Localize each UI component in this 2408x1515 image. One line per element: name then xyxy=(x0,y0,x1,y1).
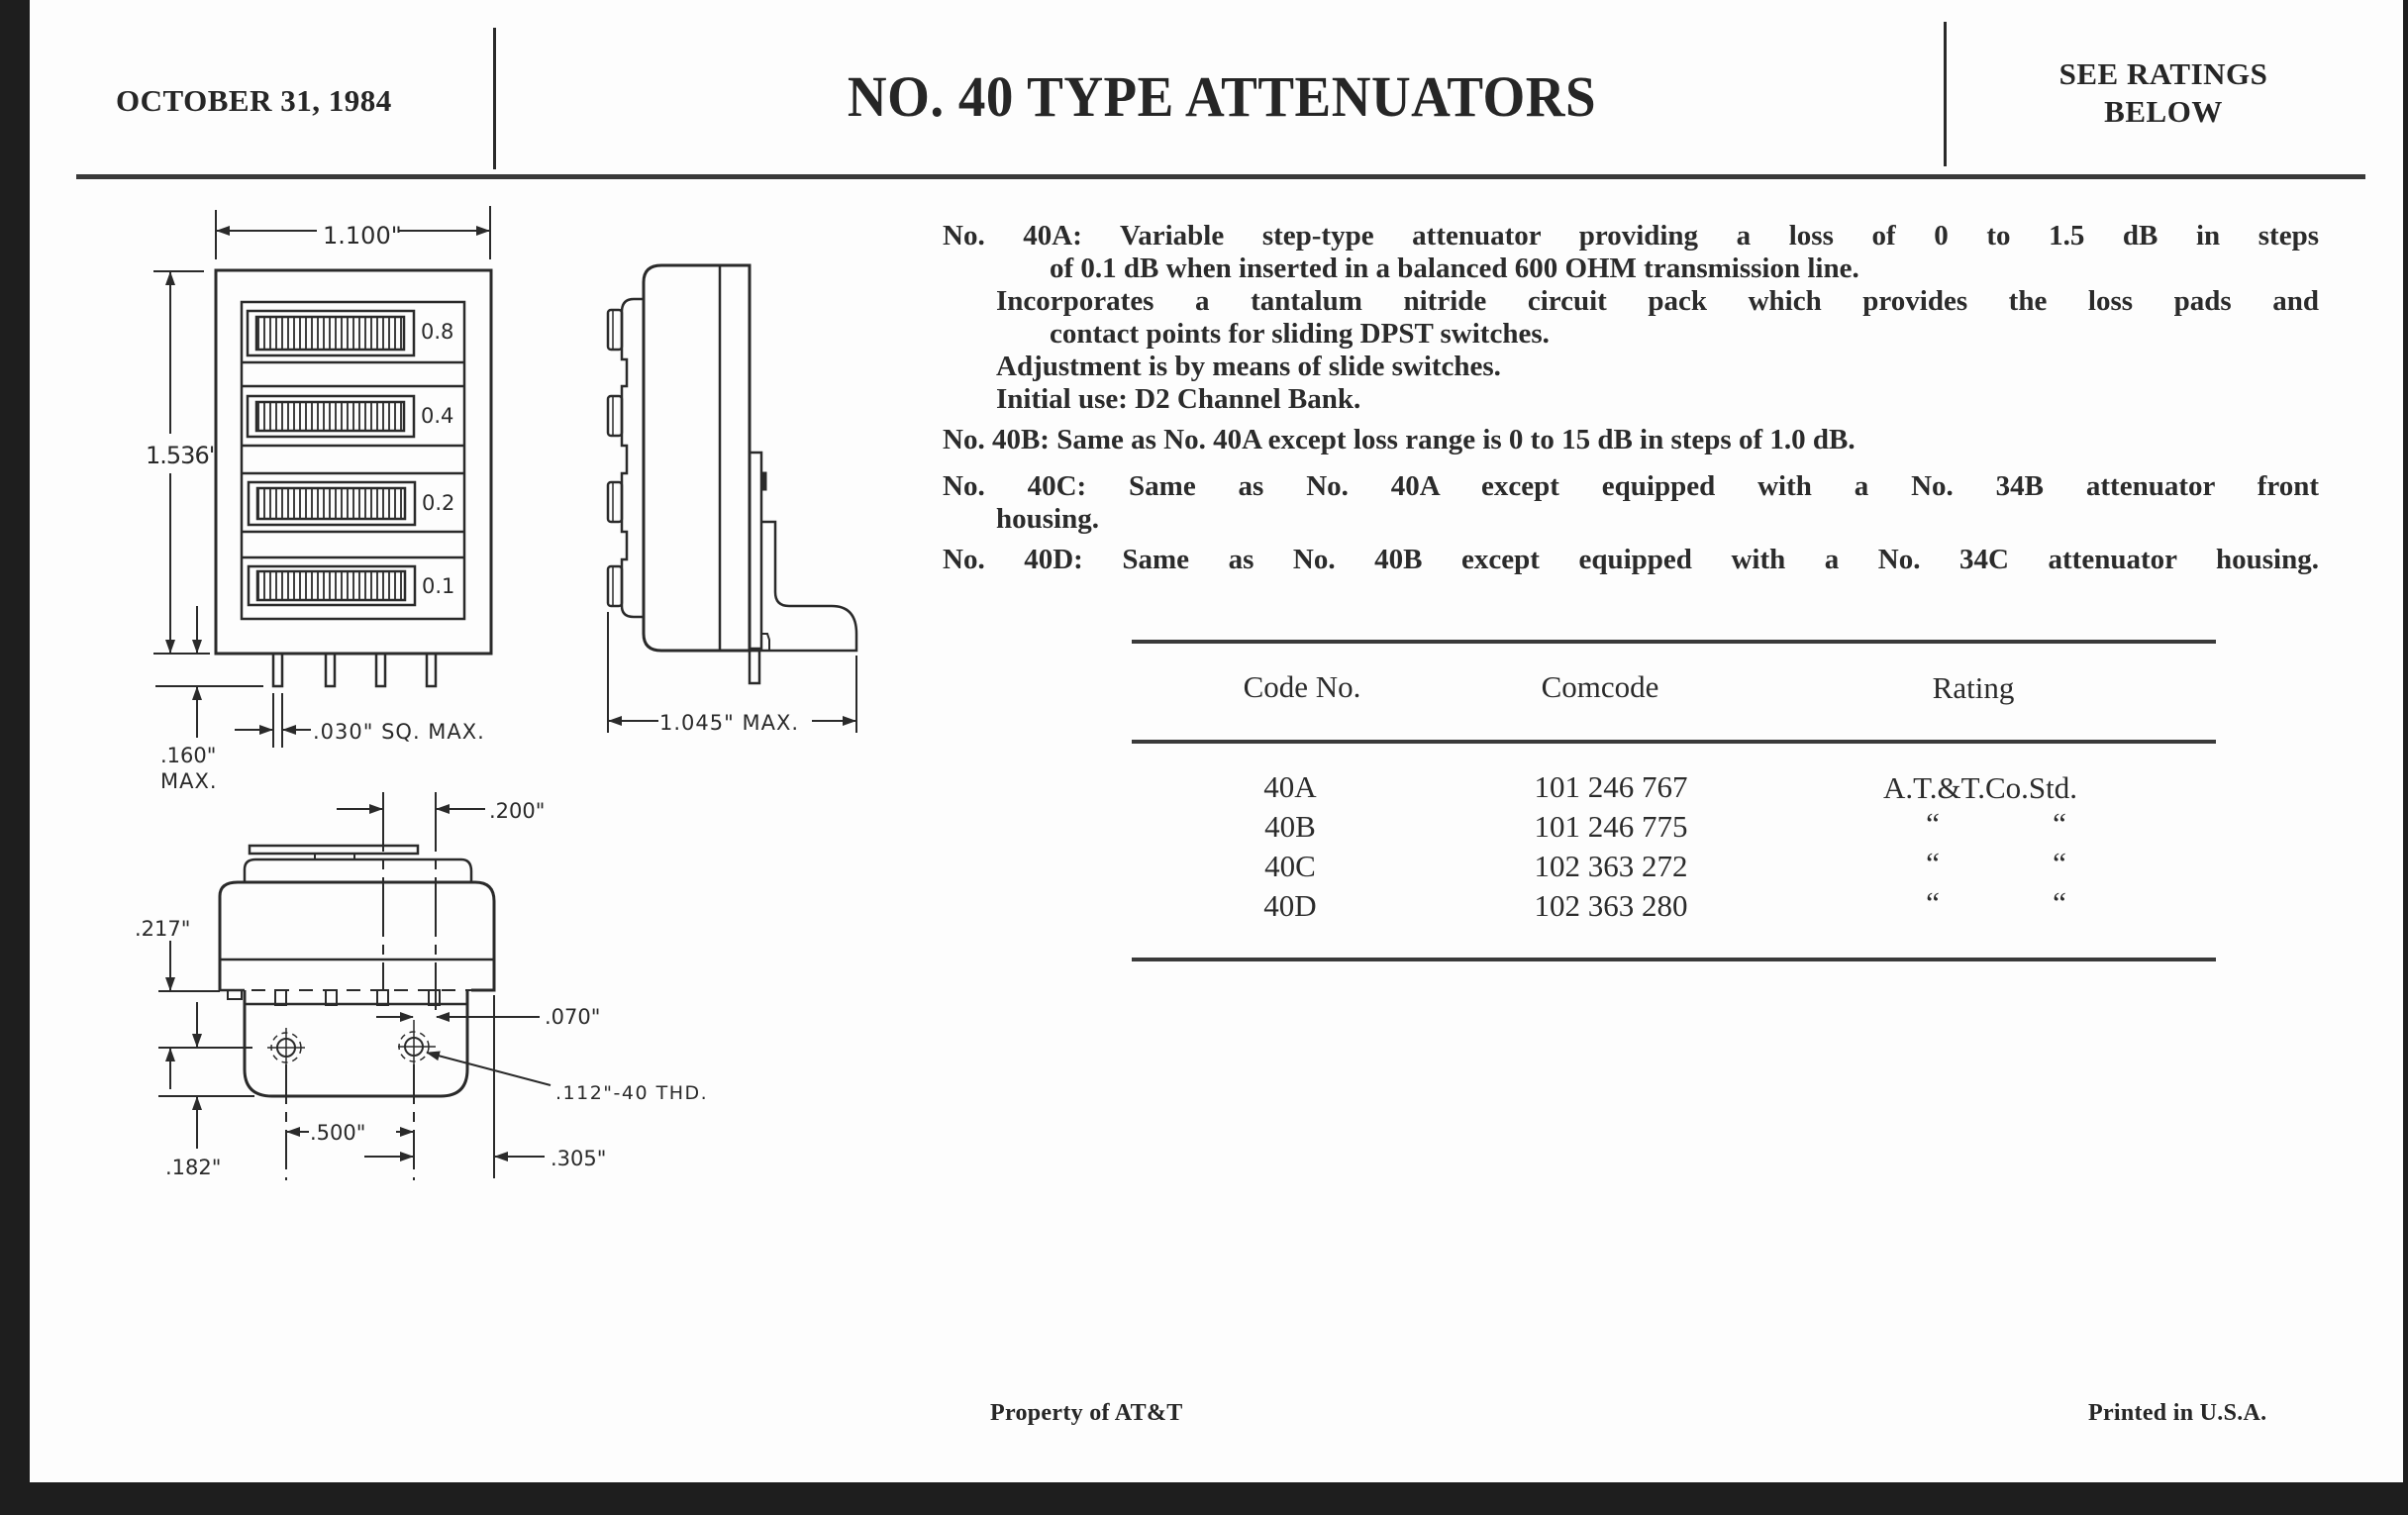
desc-40a-line2: of 0.1 dB when inserted in a balanced 600 OHM transmission line. xyxy=(1050,252,1859,284)
ditto-mark: “ xyxy=(1926,806,1940,841)
dim-217-label: .217" xyxy=(135,917,191,941)
slide-switch xyxy=(249,482,415,525)
ditto-mark: “ xyxy=(2053,885,2066,920)
ditto-mark: “ xyxy=(1926,846,1940,880)
front-width-label: 1.100" xyxy=(323,222,402,250)
desc-40d: No. 40D: Same as No. 40B except equipped with a No. 34C attenuator housing. xyxy=(943,544,2319,575)
code-cell: 40D xyxy=(1263,888,1317,923)
comcode-cell: 101 246 767 xyxy=(1534,769,1688,804)
side-knob xyxy=(608,482,622,522)
dim-thread-label: .112"-40 THD. xyxy=(555,1082,709,1104)
side-knob xyxy=(608,310,622,350)
pin xyxy=(376,654,385,686)
ditto-mark: “ xyxy=(1926,885,1940,920)
code-cell: 40A xyxy=(1263,769,1317,804)
code-cell: 40C xyxy=(1264,849,1316,883)
comcode-cell: 101 246 775 xyxy=(1534,809,1688,844)
switch-value-label: 0.1 xyxy=(422,574,455,598)
printed-notice: Printed in U.S.A. xyxy=(2088,1400,2267,1426)
issue-date: OCTOBER 31, 1984 xyxy=(116,83,392,118)
slide-switch xyxy=(248,396,414,437)
desc-40a-line1: No. 40A: Variable step-type attenuator providing a loss of 0 to 1.5 dB in steps xyxy=(943,220,2319,252)
slide-switch xyxy=(249,566,415,605)
pin xyxy=(273,654,282,686)
dim-182-label: .182" xyxy=(165,1156,222,1179)
pin xyxy=(326,654,335,686)
threaded-hole xyxy=(398,1020,436,1066)
side-knob xyxy=(608,396,622,436)
front-view xyxy=(153,206,491,748)
pin-size-label: .030" SQ. MAX. xyxy=(313,720,485,744)
side-view xyxy=(608,265,856,733)
switch-value-label: 0.2 xyxy=(422,491,455,515)
property-notice: Property of AT&T xyxy=(990,1400,1183,1426)
comcode-cell: 102 363 272 xyxy=(1534,849,1688,883)
desc-40a-line3: Incorporates a tantalum nitride circuit pack which provides the loss pads and xyxy=(996,285,2319,317)
ratings-note-line2: BELOW xyxy=(2104,94,2223,129)
code-cell: 40B xyxy=(1264,809,1316,844)
dim-200-label: .200" xyxy=(489,799,546,823)
desc-40b: No. 40B: Same as No. 40A except loss range is 0 to 15 dB in steps of 1.0 dB. xyxy=(943,424,1856,455)
dim-070-label: .070" xyxy=(545,1005,601,1029)
column-header-comcode: Comcode xyxy=(1541,669,1659,704)
dim-500-label: .500" xyxy=(310,1121,366,1145)
switch-value-label: 0.8 xyxy=(421,320,454,344)
ratings-note-line1: SEE RATINGS xyxy=(2058,56,2268,91)
slide-switch xyxy=(248,311,414,355)
pin-length-label: .160" xyxy=(160,744,217,767)
side-pin xyxy=(750,651,759,683)
desc-40c-line2: housing. xyxy=(996,503,1099,535)
ditto-mark: “ xyxy=(2053,806,2066,841)
side-knob xyxy=(608,566,622,606)
column-header-rating: Rating xyxy=(1932,670,2015,705)
side-depth-label: 1.045" MAX. xyxy=(659,711,799,735)
dim-305-label: .305" xyxy=(551,1147,607,1170)
front-height-label: 1.536" xyxy=(146,442,219,469)
desc-40c-line1: No. 40C: Same as No. 40A except equipped with a No. 34B attenuator front xyxy=(943,470,2319,502)
page-title: NO. 40 TYPE ATTENUATORS xyxy=(847,64,1597,129)
ditto-mark: “ xyxy=(2053,846,2066,880)
desc-40a-line6: Initial use: D2 Channel Bank. xyxy=(996,383,1361,415)
pin-length-max-label: MAX. xyxy=(160,769,218,793)
side-bracket xyxy=(750,453,761,649)
threaded-hole xyxy=(267,1028,305,1067)
pin xyxy=(427,654,436,686)
comcode-cell: 102 363 280 xyxy=(1534,888,1688,923)
column-header-code: Code No. xyxy=(1243,669,1361,704)
switch-value-label: 0.4 xyxy=(421,404,454,428)
rating-cell: A.T.&T.Co.Std. xyxy=(1882,770,2078,805)
desc-40a-line5: Adjustment is by means of slide switches. xyxy=(996,351,1501,382)
desc-40a-line4: contact points for sliding DPST switches. xyxy=(1050,318,1550,350)
